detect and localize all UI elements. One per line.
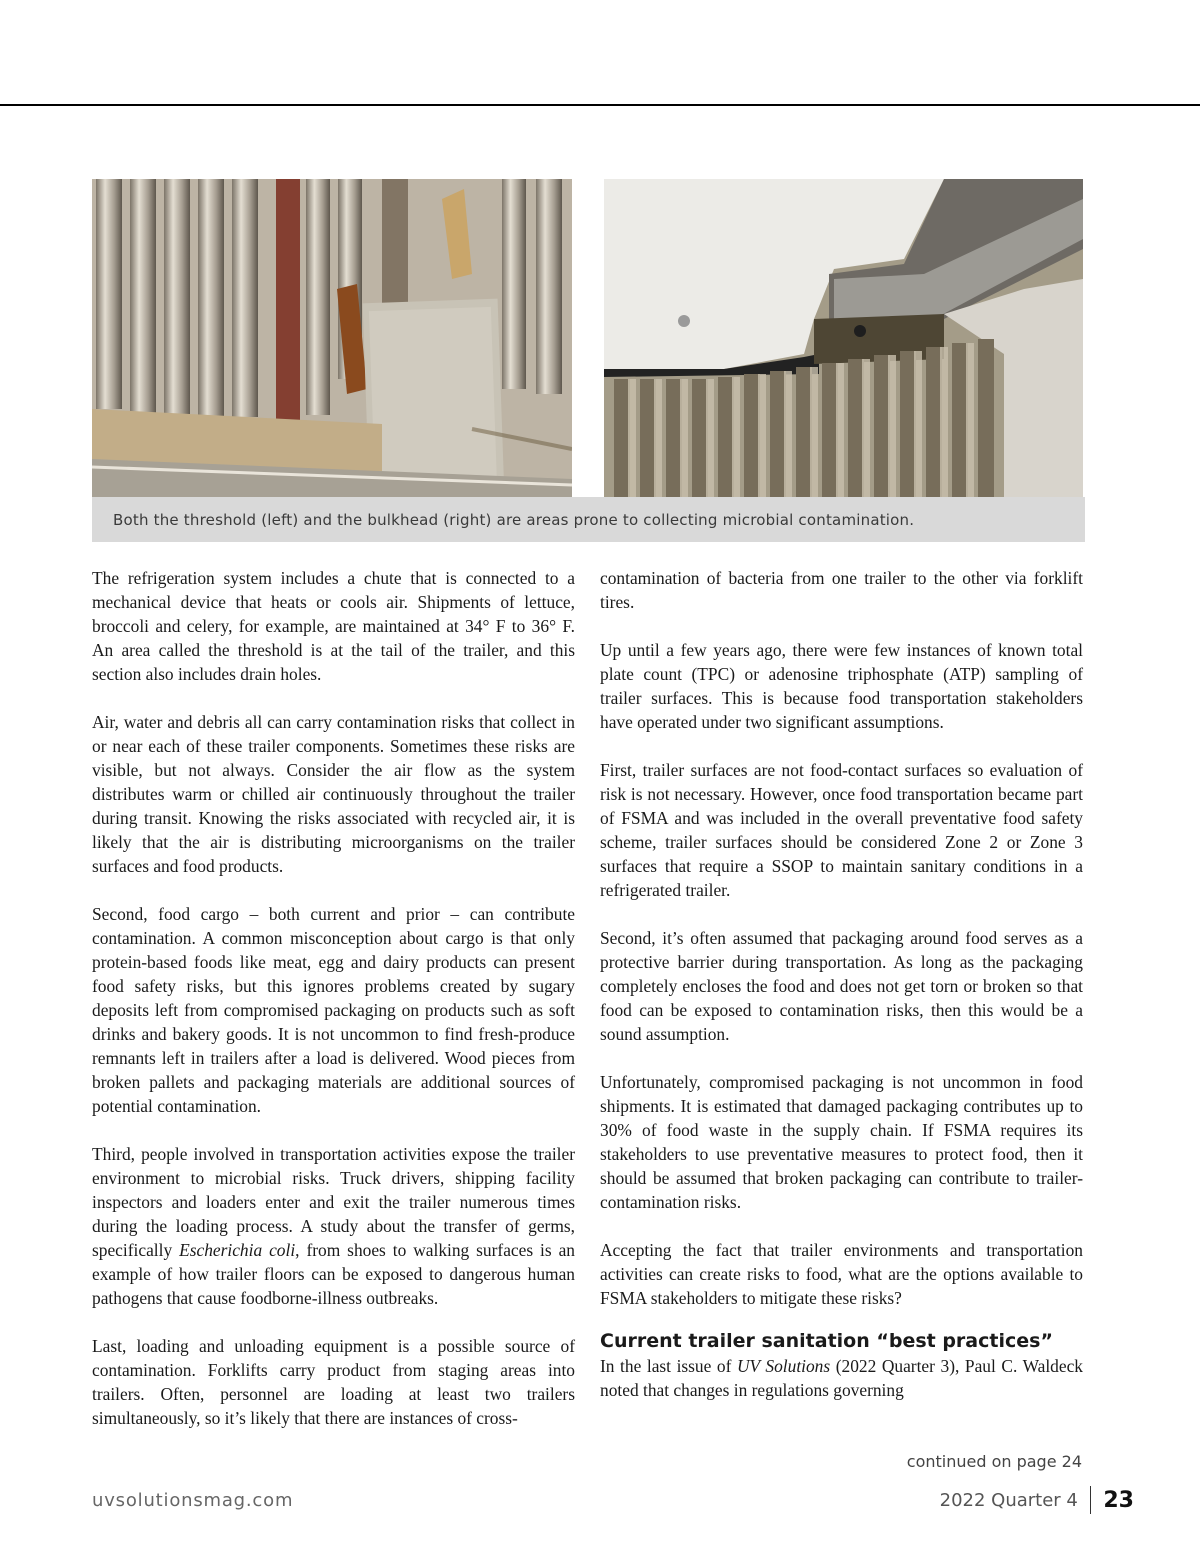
footer-website: uvsolutionsmag.com [92,1490,294,1511]
paragraph: Second, food cargo – both current and prior – can contribute contamination. A common misconception about cargo is that only protein-based foods like meat, egg and dairy products can present food safety risks, but this ignores problems created by sugary deposits left from compromised packaging on products such as soft drinks and bakery goods. It is not uncommon to find fresh-produce remnants left in trailers after a load is delivered. Wood pieces from broken pallets and packaging materials are additional sources of potential contamination. [92,904,575,1116]
paragraph: Air, water and debris all can carry contamination risks that collect in or near each of these trailer components. Sometimes these risks are visible, but not always. Consider the air flow as the system distributes warm or chilled air continuously throughout the trailer during transit. Knowing the risks associated with recycled air, it is likely that the air is distributing microorganisms on the trailer surfaces and food products. [92,712,575,876]
section-heading: Current trailer sanitation “best practices” [600,1330,1053,1352]
page-number: 23 [1103,1487,1134,1513]
publication-title: UV Solutions [736,1356,831,1376]
footer-divider [1090,1486,1092,1514]
paragraph: Accepting the fact that trailer environments and transportation activities can create risks to food, what are the options available to FSMA stakeholders to mitigate these risks? [600,1240,1083,1308]
article-column-left [92,566,575,1430]
photo-caption: Both the threshold (left) and the bulkhead (right) are areas prone to collecting microbial contamination. [92,497,1085,542]
bulkhead-photo [604,179,1083,497]
paragraph: Up until a few years ago, there were few instances of known total plate count (TPC) or adenosine triphosphate (ATP) sampling of trailer surfaces. This is because food transportation stakeholders have operated under two significant assumptions. [600,640,1083,732]
paragraph: Last, loading and unloading equipment is a possible source of contamination. Forklifts carry product from staging areas into trailers. Often, personnel are loading at least two trailers simultaneously, so it’s likely that there are instances of cross- [92,1336,575,1428]
header-rule [0,104,1200,106]
article-column-right [600,566,1083,1402]
paragraph: Unfortunately, compromised packaging is not uncommon in food shipments. It is estimated that damaged packaging contributes up to 30% of food waste in the supply chain. If FSMA requires its stakeholders to use preventative measures to protect food, then it should be assumed that broken packaging can contribute to trailer-contamination risks. [600,1072,1083,1212]
paragraph: Third, people involved in transportation activities expose the trailer environment to microbial risks. Truck drivers, shipping facility inspectors and loaders enter and exit the trailer numerous times during the loading process. A study about the transfer of germs, specifically Escherichia coli, from shoes to walking surfaces is an example of how trailer floors can be exposed to dangerous human pathogens that cause foodborne-illness outbreaks. [92,1144,575,1308]
paragraph: The refrigeration system includes a chute that is connected to a mechanical device that heats or cools air. Shipments of lettuce, broccoli and celery, for example, are maintained at 34° F to 36° F. An area called the threshold is at the tail of the trailer, and this section also includes drain holes. [92,568,575,684]
threshold-photo [92,179,572,497]
continued-note: continued on page 24 [906,1452,1082,1471]
footer-issue-info [940,1486,1134,1514]
paragraph: First, trailer surfaces are not food-contact surfaces so evaluation of risk is not necessary. However, once food transportation became part of FSMA and was included in the overall preventative food safety scheme, trailer surfaces should be considered Zone 2 or Zone 3 surfaces that require a SSOP to maintain sanitary conditions in a refrigerated trailer. [600,760,1083,900]
paragraph: contamination of bacteria from one trailer to the other via forklift tires. [600,568,1083,612]
species-name: Escherichia coli [179,1240,296,1260]
paragraph: Second, it’s often assumed that packaging around food serves as a protective barrier during transportation. As long as the packaging completely encloses the food and does not get torn or broken so that food can be exposed to contamination risks, then this would be a sound assumption. [600,928,1083,1044]
issue-label: 2022 Quarter 4 [939,1489,1078,1511]
paragraph: In the last issue of UV Solutions (2022 Quarter 3), Paul C. Waldeck noted that changes in regulations governing [600,1356,1083,1400]
